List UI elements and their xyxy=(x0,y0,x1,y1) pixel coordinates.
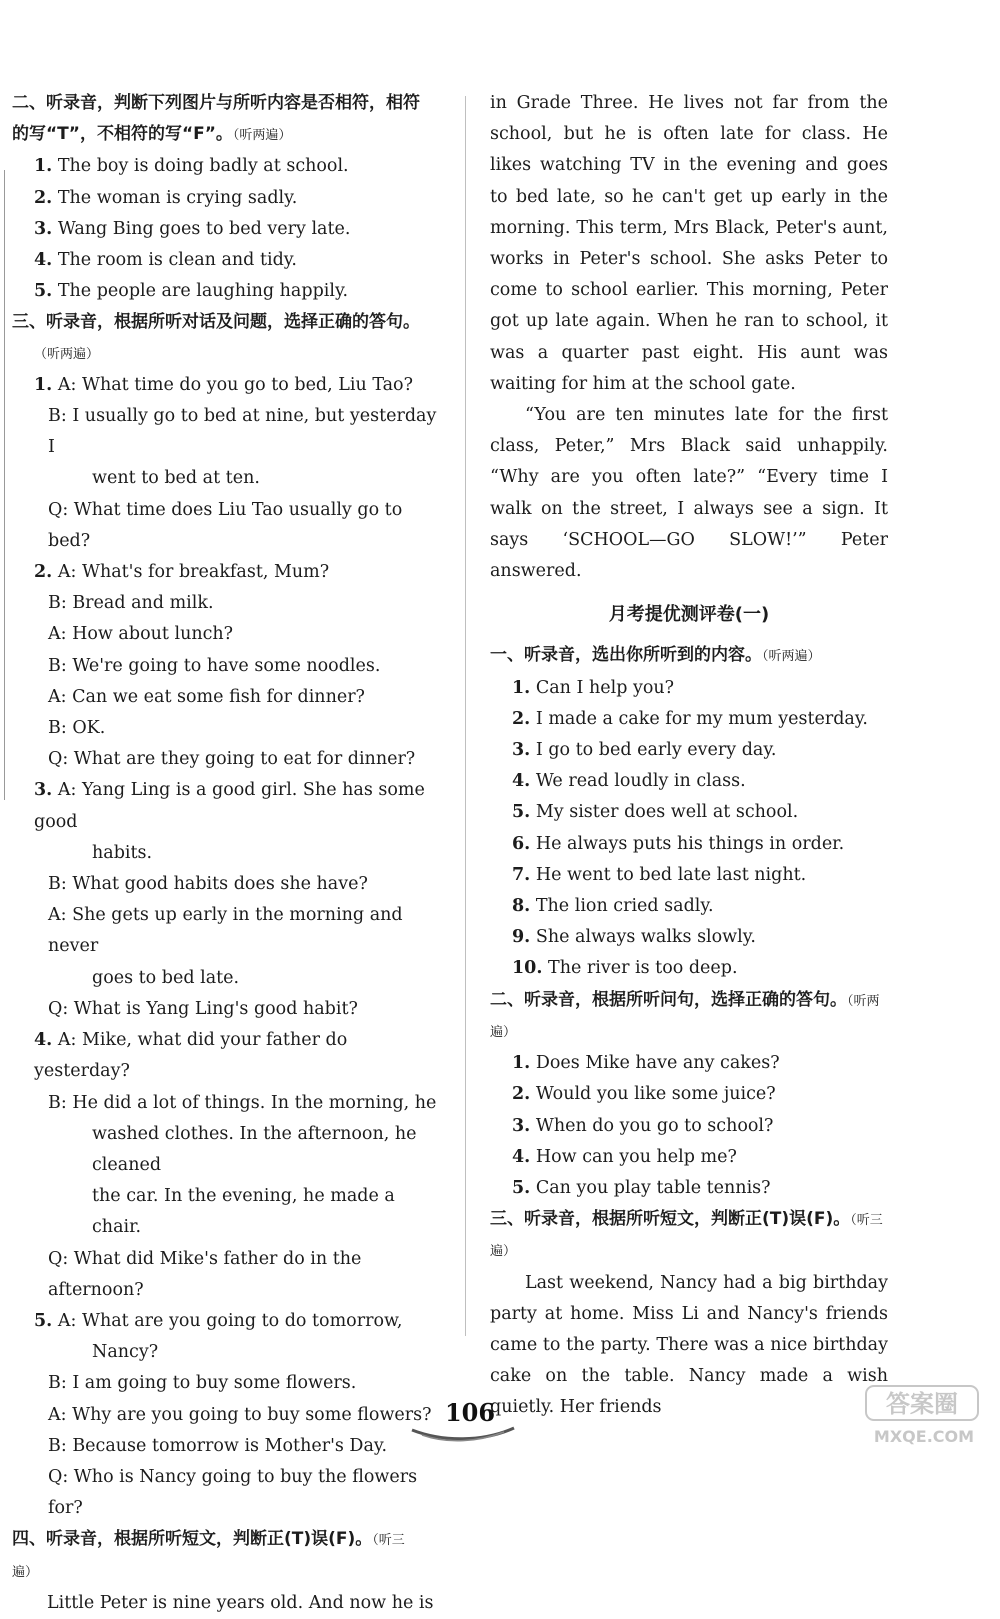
dialogue-line: A: She gets up early in the morning and never xyxy=(48,905,403,957)
dialogue-line: Q: What did Mike's father do in the afternoon? xyxy=(48,1248,362,1300)
dialogue-line: B: He did a lot of things. In the morning, he xyxy=(48,1092,437,1113)
dialogue-line: 1. A: What time do you go to bed, Liu Tao? xyxy=(34,374,413,395)
dialogue-line: B: We're going to have some noodles. xyxy=(48,655,381,676)
test-section-1-heading: 一、听录音，选出你所听到的内容。（听两遍） xyxy=(490,645,821,666)
list-item: 4. The room is clean and tidy. xyxy=(34,250,297,271)
test-section-2-note: 遍） xyxy=(490,1024,517,1040)
column-divider xyxy=(465,96,466,1336)
list-item: 9. She always walks slowly. xyxy=(512,927,756,948)
test-section-2-heading: 二、听录音，根据所听问句，选择正确的答句。（听两 xyxy=(490,989,880,1010)
dialogue-line: B: I usually go to bed at nine, but yesterday I xyxy=(48,406,437,458)
list-item: 1. The boy is doing badly at school. xyxy=(34,156,349,177)
test-title: 月考提优测评卷(一) xyxy=(608,604,770,626)
section-3-heading: 三、听录音，根据所听对话及问题，选择正确的答句。 xyxy=(12,312,420,333)
dialogue-line: A: Why are you going to buy some flowers? xyxy=(48,1404,432,1425)
dialogue-line: 3. A: Yang Ling is a good girl. She has some good xyxy=(34,780,425,832)
dialogue-line: Q: What time does Liu Tao usually go to bed? xyxy=(48,499,403,551)
list-item: 3. I go to bed early every day. xyxy=(512,740,777,761)
dialogue-line: Q: What are they going to eat for dinner? xyxy=(48,749,416,770)
test-section-3-note: 遍） xyxy=(490,1244,517,1260)
list-item: 10. The river is too deep. xyxy=(512,958,738,979)
dialogue-line: 2. A: What's for breakfast, Mum? xyxy=(34,562,330,583)
dialogue-line: B: Because tomorrow is Mother's Day. xyxy=(48,1435,388,1456)
list-item: 4. We read loudly in class. xyxy=(512,771,746,792)
watermark-top-text: 答案圈 xyxy=(886,1390,958,1418)
watermark-logo xyxy=(860,1380,990,1450)
test-section-3-heading: 三、听录音，根据所听短文，判断正(T)误(F)。（听三 xyxy=(490,1209,883,1230)
dialogue-line: habits. xyxy=(92,842,153,863)
dialogue-line: washed clothes. In the afternoon, he cleaned xyxy=(92,1123,417,1175)
page-edge-shadow xyxy=(4,170,5,800)
list-item: 4. How can you help me? xyxy=(512,1146,737,1167)
list-item: 2. I made a cake for my mum yesterday. xyxy=(512,708,868,729)
dialogue-line: 4. A: Mike, what did your father do yesterday? xyxy=(34,1030,348,1082)
page-number-text: 106 xyxy=(444,1398,496,1427)
passage-paragraph-2: “You are ten minutes late for the first class, Peter,” Mrs Black said unhappily. “Why are you often late?” “Every time I walk on the street, I always see a sign. It says ‘SCHOOL—GO SLOW!’” Peter answered. xyxy=(490,405,888,582)
list-item: 6. He always puts his things in order. xyxy=(512,833,845,854)
dialogue-line: B: I am going to buy some flowers. xyxy=(48,1373,357,1394)
section-4-note: 遍） xyxy=(12,1564,39,1580)
list-item: 5. Can you play table tennis? xyxy=(512,1177,771,1198)
dialogue-line: the car. In the evening, he made a chair. xyxy=(92,1186,395,1238)
list-item: 3. When do you go to school? xyxy=(512,1115,774,1136)
section-2-heading-line2: 的写“T”，不相符的写“F”。 xyxy=(12,124,233,145)
dialogue-line: goes to bed late. xyxy=(92,967,240,988)
list-item: 8. The lion cried sadly. xyxy=(512,896,714,917)
passage-start: Little Peter is nine years old. And now he is xyxy=(47,1592,434,1613)
dialogue-line: B: Bread and milk. xyxy=(48,593,214,614)
section-2-note: （听两遍） xyxy=(232,128,292,144)
list-item: 1. Does Mike have any cakes? xyxy=(512,1053,780,1074)
list-item: 5. My sister does well at school. xyxy=(512,802,799,823)
list-item: 5. The people are laughing happily. xyxy=(34,281,349,302)
dialogue-line: Q: What is Yang Ling's good habit? xyxy=(48,998,358,1019)
section-3-note: （听两遍） xyxy=(34,346,100,362)
dialogue-line: B: What good habits does she have? xyxy=(48,874,368,895)
right-column xyxy=(490,88,888,1424)
list-item: 2. The woman is crying sadly. xyxy=(34,187,298,208)
passage-paragraph-1: in Grade Three. He lives not far from the school, but he is often late for class. He likes watching TV in the evening and goes to bed late, so he can't get up early in the morning. This term, Mrs Black, Peter's aunt, works in Peter's school. She asks Peter to come to school earlier. This morning, Peter got up late again. When he ran to school, it was a quarter past eight. His aunt was waiting for him at the school gate. xyxy=(490,93,888,394)
dialogue-line: Q: Who is Nancy going to buy the flowers for? xyxy=(48,1466,418,1519)
test-passage: Last weekend, Nancy had a big birthday party at home. Miss Li and Nancy's friends came to the party. There was a nice birthday cake on the table. Nancy made a wish quietly. Her friends xyxy=(490,1272,888,1418)
section-4-heading: 四、听录音，根据所听短文，判断正(T)误(F)。（听三 xyxy=(12,1529,405,1550)
list-item: 3. Wang Bing goes to bed very late. xyxy=(34,218,351,239)
list-item: 7. He went to bed late last night. xyxy=(512,864,807,885)
list-item: 1. Can I help you? xyxy=(512,677,675,698)
section-2-heading xyxy=(12,88,444,151)
list-item: 2. Would you like some juice? xyxy=(512,1084,776,1105)
dialogue-line: A: How about lunch? xyxy=(48,624,234,645)
section-2-heading-line1: 二、听录音，判断下列图片与所听内容是否相符，相符 xyxy=(12,93,420,113)
left-column xyxy=(12,88,444,1619)
dialogue-line: went to bed at ten. xyxy=(92,468,260,489)
dialogue-line: Nancy? xyxy=(92,1342,159,1363)
watermark-bottom-text: MXQE.COM xyxy=(873,1427,975,1446)
dialogue-line: B: OK. xyxy=(48,718,106,739)
page-number-swoosh-icon xyxy=(408,1420,518,1444)
watermark-icon xyxy=(860,1380,990,1450)
dialogue-line: A: Can we eat some fish for dinner? xyxy=(48,686,365,707)
dialogue-line: 5. A: What are you going to do tomorrow, xyxy=(34,1310,403,1331)
